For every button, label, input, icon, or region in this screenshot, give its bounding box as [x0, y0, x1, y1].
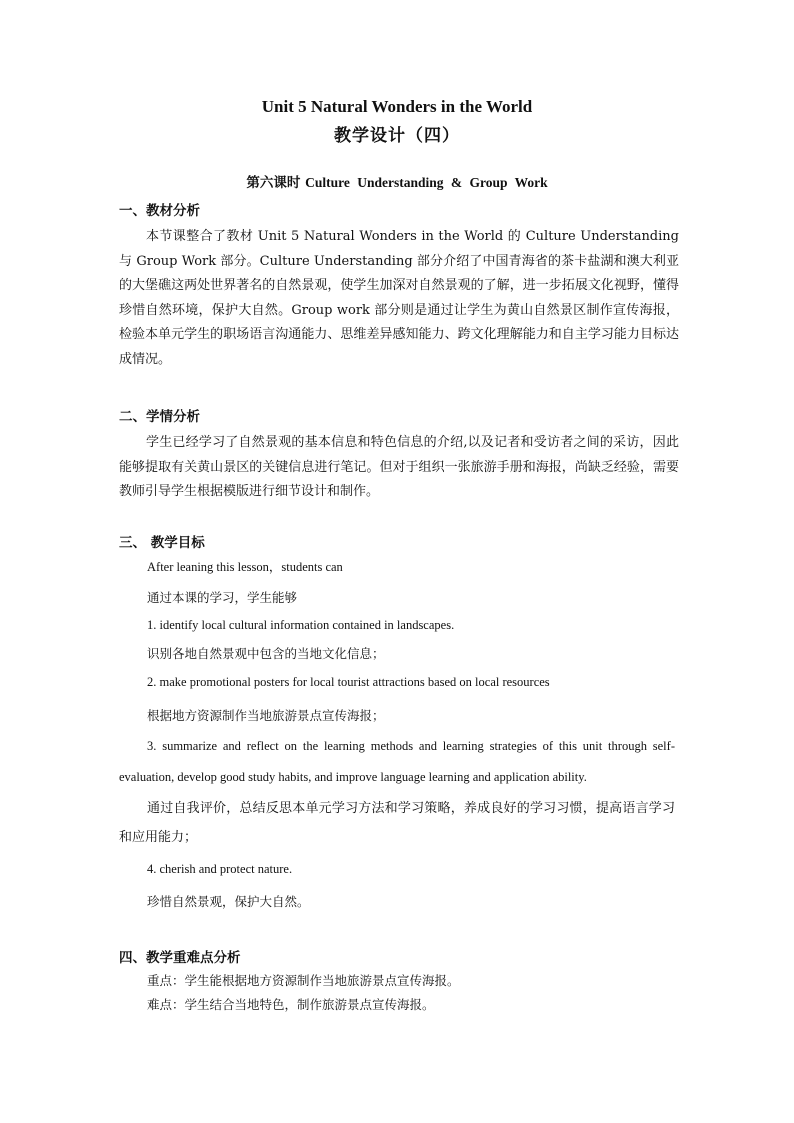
- objectives-intro-english: After leaning this lesson，students can: [147, 560, 343, 574]
- objective-4-chinese: 珍惜自然景观，保护大自然。: [147, 894, 310, 909]
- objectives-intro-chinese: 通过本课的学习，学生能够: [147, 590, 298, 605]
- section-heading-objectives: 三、 教学目标: [119, 535, 205, 551]
- section-body-student-analysis: 学生已经学习了自然景观的基本信息和特色信息的介绍,以及记者和受访者之间的采访，因此能够提取有关黄山景区的关键信息进行笔记。但对于组织一张旅游手册和海报，尚缺乏经验，需要教师引导学生根据模版进行细节设计和制作。: [119, 435, 679, 499]
- doc-title-english: Unit 5 Natural Wonders in the World: [261, 97, 533, 116]
- objective-1-english: 1. identify local cultural information contained in landscapes.: [147, 618, 455, 632]
- objective-4-english: 4. cherish and protect nature.: [147, 862, 293, 876]
- doc-title-chinese: 教学设计（四）: [334, 126, 460, 146]
- objective-1-chinese: 识别各地自然景观中包含的当地文化信息；: [147, 646, 385, 661]
- objective-2-chinese: 根据地方资源制作当地旅游景点宣传海报；: [147, 708, 385, 723]
- section-body-textbook-analysis: 本节课整合了教材 Unit 5 Natural Wonders in the World 的 Culture Understanding 与 Group Work 部分。Culture Understanding 部分介绍了中国青海省的茶卡盐湖和澳大利亚的大堡礁这两处世界著名的自然景观，使学生加深对自然景观的了解，进一步拓展文化视野，懂得珍惜自然环境，保护大自然。Group work 部分则是通过让学生为黄山自然景区制作宣传海报，检验本单元学生的职场语言沟通能力、思维差异感知能力、跨文化理解能力和自主学习能力目标达成情况。: [119, 229, 679, 367]
- section-heading-key-difficult-points: 四、教学重难点分析: [119, 950, 241, 966]
- key-point: 重点：学生能根据地方资源制作当地旅游景点宣传海报。: [147, 973, 460, 988]
- lesson-number: 第六课时: [246, 175, 301, 191]
- objective-3-chinese: 通过自我评价，总结反思本单元学习方法和学习策略，养成良好的学习习惯，提高语言学习和应用能力；: [119, 801, 675, 845]
- objective-2-english: 2. make promotional posters for local tourist attractions based on local resources: [147, 675, 550, 689]
- lesson-topic: Culture Understanding & Group Work: [305, 175, 548, 190]
- section-heading-student-analysis: 二、学情分析: [119, 409, 200, 425]
- section-heading-textbook-analysis: 一、教材分析: [119, 203, 200, 219]
- objective-3-english: 3. summarize and reflect on the learning methods and learning strategies of this unit through self-evaluation, develop good study habits, and improve language learning and application ability.: [119, 739, 675, 784]
- difficult-point: 难点：学生结合当地特色，制作旅游景点宣传海报。: [147, 997, 435, 1012]
- lesson-heading: [0, 171, 794, 191]
